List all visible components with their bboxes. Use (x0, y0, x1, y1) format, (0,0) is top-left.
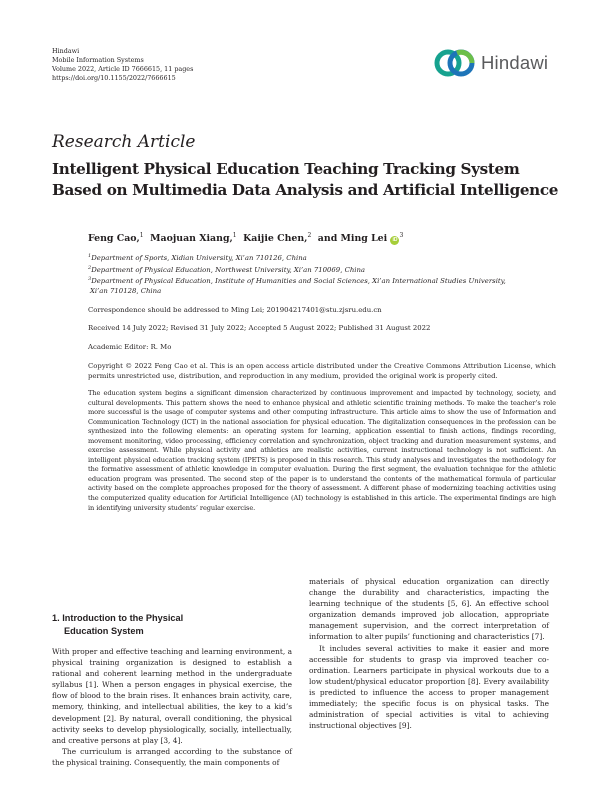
article-type: Research Article (52, 132, 196, 152)
body-column-left (52, 612, 292, 768)
academic-editor: Academic Editor: R. Mo (88, 343, 172, 351)
journal-name: Mobile Information Systems (52, 55, 144, 64)
journal-info (52, 47, 193, 83)
affiliation-continued: Xi’an 710128, China (90, 287, 162, 296)
affiliations (88, 252, 558, 297)
author-name: Feng Cao, (88, 233, 140, 244)
affiliation: $^1$Department of Sports, Xidian University, Xi’an 710126, China (88, 253, 307, 262)
publication-dates: Received 14 July 2022; Revised 31 July 2022; Accepted 5 August 2022; Published 31 August 2022 (88, 324, 431, 332)
body-paragraph: It includes several activities to make it easier and more accessible for students to grasp via improved teacher co-ordination. Learners participate in physical workouts due to a low student/physical educator proportion [8]. Every availability is predicted to influence the access to proper management immediately; the specific focus is on physical tasks. The administration of special activities is vital to achieving instructional objectives [9]. (309, 643, 549, 731)
orcid-icon[interactable]: iD (392, 237, 398, 243)
body-paragraph: The curriculum is arranged according to the substance of the physical training. Consequently, the main components of (52, 746, 292, 767)
author-affil-sup: 1 (139, 232, 144, 239)
affiliation: $^2$Department of Physical Education, Northwest University, Xi’an 710069, China (88, 264, 366, 274)
abstract: The education system begins a significant dimension characterized by continuous improvement and impacted by technology, society, and cultural developments. This pattern shows the need to enhance physical and athletic scientific training methods. To make the teacher’s role more successful is the usage of computer systems and other computing infrastructure. This article aims to show the use of Information and Communication Technology (ICT) in the national association for physical education. The digitalization consequences in the profession can be synthesized into the following elements: an operating system for learning, application essential to finish actions, findings recording, movement monitoring, video processing, efficiency correlation and synchronization, object tracking and duration measurement systems, and exercise assessment. While physical activity and athletics are realistic activities, current instructional technology is not sufficient. An intelligent physical education tracking system (IPETS) is proposed in this research. This study analyses and investigates the methodology for the formative assessment of athletic knowledge in computer evaluation. During the first segment, the evaluation technique for the athletic education program was presented. The second step of the paper is to understand the contents of the mathematical formula of particular activity based on the complete approaches proposed for the theory of assessment. A different phase of modernizing teaching activities using the computerized quality education for Artificial Intelligence (AI) technology is established in this article. The experimental findings are high in identifying university students’ regular exercise. (88, 389, 556, 512)
doi-link[interactable]: https://doi.org/10.1155/2022/7666615 (52, 73, 176, 82)
logo-wordmark: Hindawi (481, 52, 549, 73)
volume-info: Volume 2022, Article ID 7666615, 11 pages (52, 64, 194, 73)
hindawi-logo-icon (433, 48, 477, 78)
body-paragraph: With proper and effective teaching and learning environment, a physical training organization is designed to establish a rational and coherent learning method in the undergraduate syllabus [1]. When a person engages in physical exercise, the flow of blood to the brain rises. It enhances brain activity, care, memory, thinking, and intellectual abilities, the key to a kid’s development [2]. By natural, overall conditioning, the physical activity seeks to develop physiologically, socially, intellectually, and creative persons at play [3, 4]. (52, 647, 292, 745)
author-affil-sup: 1 (232, 232, 237, 239)
author-name: and Ming Lei (317, 233, 388, 244)
publisher-name: Hindawi (52, 47, 80, 55)
paper-title: Intelligent Physical Education Teaching Tracking System Based on Multimedia Data Analysis and Artificial Intelligence (52, 160, 559, 199)
body-column-right (309, 576, 549, 731)
correspondence: Correspondence should be addressed to Ming Lei; 201904217401@stu.zjsru.edu.cn (88, 306, 382, 314)
author-affil-sup: 3 (399, 232, 404, 239)
copyright-notice: Copyright © 2022 Feng Cao et al. This is an open access article distributed under the Creative Commons Attribution License, which permits unrestricted use, distribution, and reproduction in any medium, provided the original work is properly cited. (88, 362, 556, 380)
hindawi-logo (433, 48, 548, 78)
author-list (88, 232, 403, 245)
author-affil-sup: 2 (307, 232, 312, 239)
author-name: Kaijie Chen, (243, 233, 308, 244)
section-heading: 1. Introduction to the Physical Education System (52, 613, 184, 636)
affiliation: $^3$Department of Physical Education, Institute of Humanities and Social Sciences, Xi’an International Studies University, (88, 276, 506, 286)
body-paragraph: materials of physical education organization can directly change the durability and characteristics, impacting the learning technique of the students [5, 6]. An effective school organization demands improved job allocation, appropriate management supervision, and the correct interpretation of information to alter pupils’ functioning and characteristics [7]. (309, 577, 549, 642)
author-name: Maojuan Xiang, (150, 233, 233, 244)
